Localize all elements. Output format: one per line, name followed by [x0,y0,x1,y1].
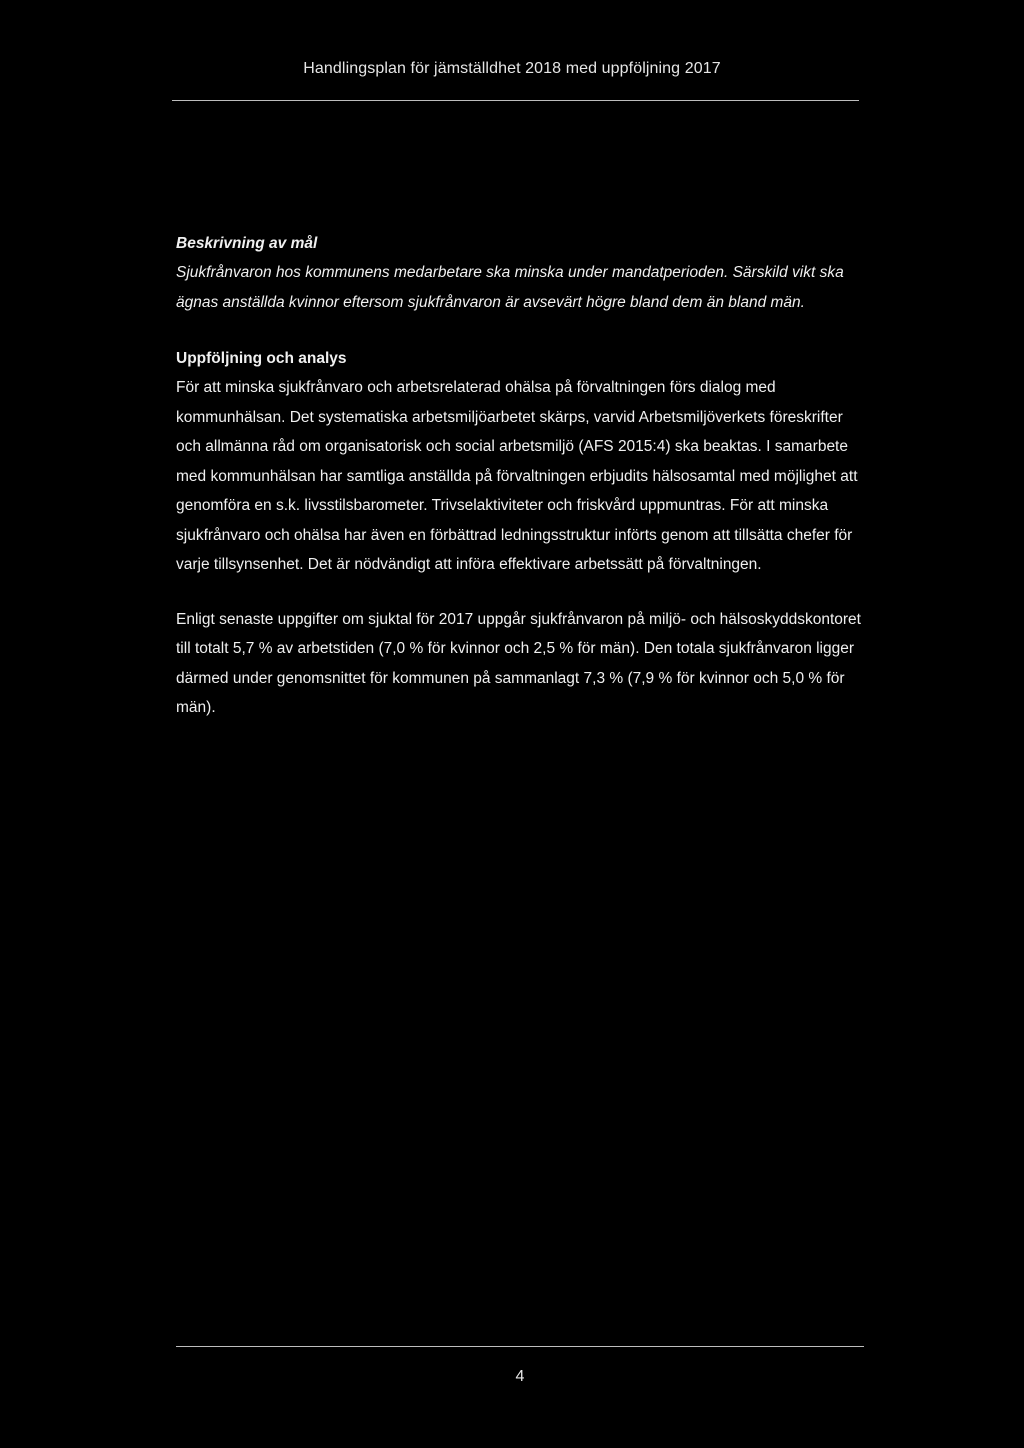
goal-heading: Beskrivning av mål [176,235,318,252]
goal-description: Sjukfrånvaron hos kommunens medarbetare ska minska under mandatperioden. Särskild vikt ska ägnas anställda kvinnor eftersom sjukfrånvaron är avsevärt högre bland dem än bland män. [176,264,844,311]
sick-leave-statistics-paragraph: Enligt senaste uppgifter om sjuktal för 2017 uppgår sjukfrånvaron på miljö- och hälsoskyddskontoret till totalt 5,7 % av arbetstiden (7,0 % för kvinnor och 2,5 % för män). Den totala sjukfrånvaron ligger därmed under genomsnittet för kommunen på sammanlagt 7,3 % (7,9 % för kvinnor och 5,0 % för män). [176,610,861,716]
page-number: 4 [515,1368,525,1385]
header-divider [172,100,859,101]
analysis-heading: Uppföljning och analys [176,350,347,367]
footer-divider [176,1346,864,1347]
analysis-paragraph: För att minska sjukfrånvaro och arbetsrelaterad ohälsa på förvaltningen förs dialog med kommunhälsan. Det systematiska arbetsmiljöarbetet skärps, varvid Arbetsmiljöverkets föreskrifter och allmänna råd om organisatorisk och social arbetsmiljö (AFS 2015:4) ska beaktas. I samarbete med kommunhälsan har samtliga anställda på förvaltningen erbjudits hälsosamtal med möjlighet att genomföra en s.k. livsstilsbarometer. Trivselaktiviteter och friskvård uppmuntras. För att minska sjukfrånvaro och ohälsa har även en förbättrad ledningsstruktur införts genom att tillsätta chefer för varje tillsynsenhet. Det är nödvändigt att införa effektivare arbetssätt på förvaltningen. [176,379,858,573]
page-header: Handlingsplan för jämställdhet 2018 med uppföljning 2017 [303,60,721,77]
page-content [176,230,866,723]
